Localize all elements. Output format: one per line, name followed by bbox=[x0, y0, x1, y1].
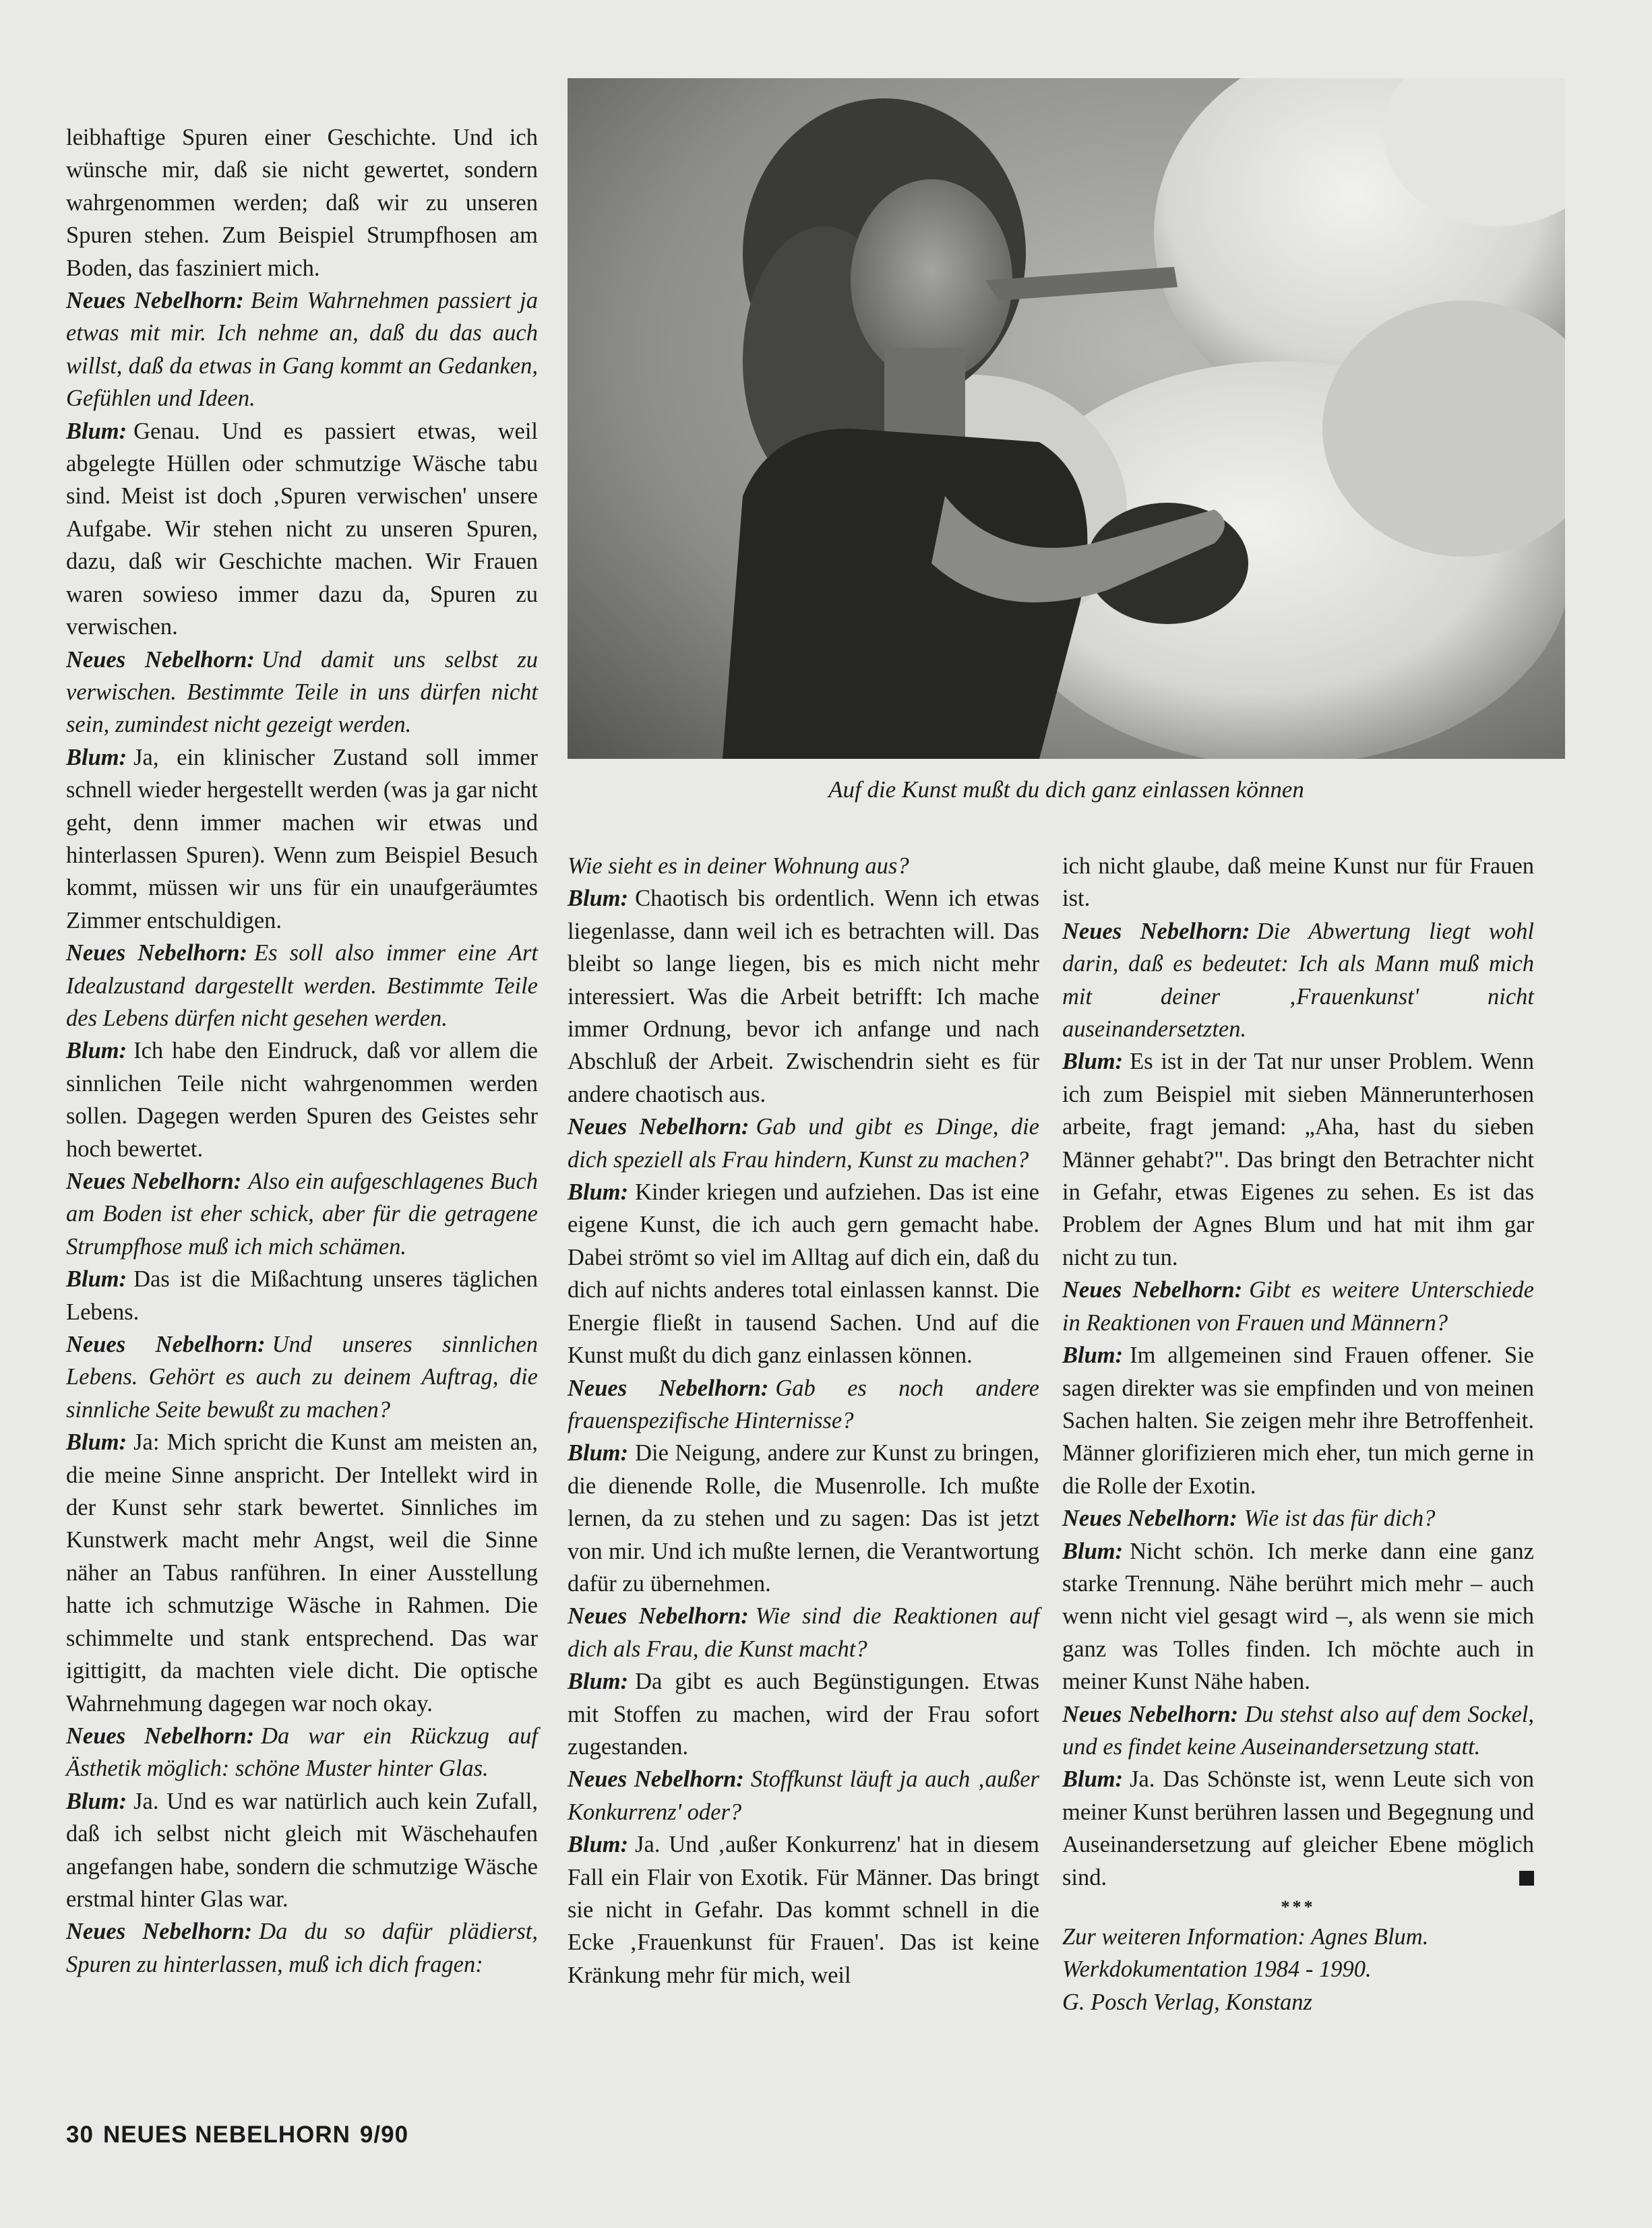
paragraph bbox=[66, 1720, 538, 1785]
paragraph bbox=[568, 1600, 1039, 1665]
speaker-label: Blum: bbox=[568, 1179, 629, 1206]
paragraph-text: Es soll also immer eine Art Idealzustand dargestellt werden. Bestimmte Teile des Lebens dürfen nicht gesehen werden. bbox=[66, 940, 538, 1031]
paragraph-text: Ich habe den Eindruck, daß vor allem die sinnlichen Teile nicht wahrgenommen werden sollen. Dagegen werden Spuren des Geistes sehr hoch bewertet. bbox=[66, 1038, 538, 1162]
paragraph-text: Die Neigung, andere zur Kunst zu bringen, die dienende Rolle, die Musenrolle. Ich mußte lernen, da zu stehen und zu sagen: Das ist jetzt von mir. Und ich mußte lernen, die Verantwortung dafür zu übernehmen. bbox=[568, 1440, 1039, 1597]
paragraph-text: Das ist die Mißachtung unseres täglichen Lebens. bbox=[66, 1266, 538, 1325]
paragraph-text: Und unseres sinnlichen Lebens. Gehört es auch zu deinem Auftrag, die sinnliche Seite bewußt zu machen? bbox=[66, 1332, 538, 1423]
paragraph bbox=[568, 1372, 1039, 1437]
publication-name: NEUES NEBELHORN bbox=[102, 2122, 350, 2148]
speaker-label: Neues Nebelhorn: bbox=[66, 1723, 255, 1749]
speaker-label: Neues Nebelhorn: bbox=[1062, 1506, 1237, 1532]
speaker-label: Blum: bbox=[568, 1832, 629, 1858]
article-column-1 bbox=[66, 121, 538, 1981]
paragraph-text: Ja. Und ‚außer Konkurrenz' hat in diesem Fall ein Flair von Exotik. Für Männer. Das bringt sie nicht in Gefahr. Das kommt schnell in die Ecke ‚Frauenkunst für Frauen'. Das ist keine Kränkung mehr für mich, weil bbox=[568, 1832, 1039, 1988]
paragraph-text: Ja. Und es war natürlich auch kein Zufall, daß ich selbst nicht gleich mit Wäschehaufen angefangen habe, sondern die schmutzige Wäsche erstmal hinter Glas war. bbox=[66, 1788, 538, 1912]
speaker-label: Blum: bbox=[1062, 1049, 1124, 1075]
speaker-label: Blum: bbox=[66, 1788, 127, 1814]
paragraph bbox=[568, 850, 1039, 882]
paragraph-text: Also ein aufgeschlagenes Buch am Boden ist eher schick, aber für die getragene Strumpfhose muß ich mich schämen. bbox=[66, 1169, 538, 1260]
article-column-3 bbox=[1062, 850, 1534, 2018]
paragraph-text: Die Abwertung liegt wohl darin, daß es bedeutet: Ich als Mann muß mich mit deiner ‚Frauenkunst' nicht auseinandersetzten. bbox=[1062, 918, 1534, 1043]
paragraph bbox=[66, 1165, 538, 1263]
speaker-label: Neues Nebelhorn: bbox=[1062, 1277, 1243, 1303]
speaker-label: Neues Nebelhorn: bbox=[66, 288, 244, 314]
section-separator: *** bbox=[1281, 1897, 1316, 1917]
paragraph-text: Wie ist das für dich? bbox=[1244, 1506, 1436, 1532]
info-line: G. Posch Verlag, Konstanz bbox=[1062, 1989, 1312, 2015]
paragraph-text: Ja, ein klinischer Zustand soll immer schnell wieder hergestellt werden (was ja gar nicht geht, denn immer machen wir etwas und hinterlassen Spuren). Wenn zum Beispiel Besuch kommt, müssen wir uns für ein unaufgeräumtes Zimmer entschuldigen. bbox=[66, 744, 538, 933]
paragraph-text: Ja: Mich spricht die Kunst am meisten an, die meine Sinne anspricht. Der Intellekt wird in der Kunst sehr stark bewertet. Sinnliches im Kunstwerk macht mehr Angst, weil die Sinne näher an Tabus ranführen. In einer Ausstellung hatte ich schmutzige Wäsche in Rahmen. Die schimmelte und stank entsprechend. Das war igittigitt, da machten viele dicht. Die optische Wahrnehmung dagegen war noch okay. bbox=[66, 1429, 538, 1716]
paragraph bbox=[66, 1426, 538, 1720]
paragraph bbox=[66, 1328, 538, 1426]
speaker-label: Blum: bbox=[66, 744, 127, 770]
paragraph-text: Da du so dafür plädierst, Spuren zu hinterlassen, muß ich dich fragen: bbox=[66, 1919, 538, 1977]
paragraph bbox=[1062, 1698, 1534, 1764]
paragraph-text: Gab und gibt es Dinge, die dich speziell als Frau hindern, Kunst zu machen? bbox=[568, 1114, 1039, 1173]
speaker-label: Blum: bbox=[66, 1266, 127, 1293]
speaker-label: Neues Nebelhorn: bbox=[1062, 918, 1250, 944]
paragraph-text: Wie sieht es in deiner Wohnung aus? bbox=[568, 853, 909, 879]
speaker-label: Blum: bbox=[568, 1440, 629, 1466]
paragraph-text: Beim Wahrnehmen passiert ja etwas mit mir. Ich nehme an, daß du das auch willst, daß da etwas in Gang kommt an Gedanken, Gefühlen und Ideen. bbox=[66, 288, 538, 412]
speaker-label: Blum: bbox=[1062, 1538, 1124, 1564]
speaker-label: Blum: bbox=[66, 418, 127, 444]
paragraph bbox=[66, 415, 538, 644]
issue-number: 9/90 bbox=[359, 2122, 409, 2148]
speaker-label: Neues Nebelhorn: bbox=[1062, 1701, 1239, 1727]
paragraph-text: Stoffkunst läuft ja auch ‚außer Konkurrenz' oder? bbox=[568, 1766, 1039, 1825]
paragraph bbox=[1062, 1274, 1534, 1339]
info-line: Zur weiteren Information: Agnes Blum. bbox=[1062, 1924, 1429, 1950]
paragraph bbox=[66, 644, 538, 741]
paragraph bbox=[568, 1176, 1039, 1371]
speaker-label: Blum: bbox=[1062, 1766, 1124, 1793]
speaker-label: Blum: bbox=[568, 1669, 629, 1695]
article-column-2 bbox=[568, 850, 1039, 1991]
speaker-label: Neues Nebelhorn: bbox=[66, 1332, 266, 1358]
paragraph-text: Chaotisch bis ordentlich. Wenn ich etwas liegenlasse, dann weil ich es betrachten will. Das bleibt so lange liegen, bis es mich nicht mehr interessiert. Was die Arbeit betrifft: Ich mache immer Ordnung, bevor ich anfange und nach Abschluß der Arbeit. Zwischendrin sieht es für andere chaotisch aus. bbox=[568, 886, 1039, 1107]
paragraph-text: Im allgemeinen sind Frauen offener. Sie sagen direkter was sie empfinden und von meinen Sachen halten. Sie zeigen mehr ihre Betroffenheit. Männer glorifizieren mich eher, tun mich gerne in die Rolle der Exotin. bbox=[1062, 1342, 1534, 1499]
paragraph bbox=[1062, 1535, 1534, 1698]
paragraph bbox=[568, 1828, 1039, 1991]
paragraph bbox=[568, 882, 1039, 1111]
paragraph-text: Nicht schön. Ich merke dann eine ganz starke Trennung. Nähe berührt mich mehr – auch wenn nicht viel gesagt wird –, als wenn sie mich ganz was Tolles finden. Ich möchte auch in meiner Kunst Nähe haben. bbox=[1062, 1538, 1534, 1695]
speaker-label: Blum: bbox=[66, 1429, 127, 1456]
paragraph bbox=[66, 741, 538, 937]
paragraph bbox=[66, 1915, 538, 1981]
paragraph bbox=[66, 121, 538, 284]
paragraph-text: Da gibt es auch Begünstigungen. Etwas mit Stoffen zu machen, wird der Frau sofort zugestanden. bbox=[568, 1669, 1039, 1760]
paragraph-text: ich nicht glaube, daß meine Kunst nur für Frauen ist. bbox=[1062, 853, 1534, 912]
paragraph bbox=[1062, 850, 1534, 915]
paragraph bbox=[1062, 915, 1534, 1046]
paragraph bbox=[568, 1437, 1039, 1600]
paragraph-text: Es ist in der Tat nur unser Problem. Wenn ich zum Beispiel mit sieben Männerunterhosen arbeite, fragt jemand: „Aha, hast du sieben Männer gehabt?". Das bringt den Betrachter nicht in Gefahr, etwas Eigenes zu sehen. Es ist das Problem der Agnes Blum und hat mit ihm gar nicht zu tun. bbox=[1062, 1049, 1534, 1270]
paragraph-text: Da war ein Rückzug auf Ästhetik möglich: schöne Muster hinter Glas. bbox=[66, 1723, 538, 1782]
paragraph bbox=[66, 1034, 538, 1165]
info-line: Werkdokumentation 1984 - 1990. bbox=[1062, 1956, 1372, 1983]
page-number: 30 bbox=[66, 2122, 94, 2148]
paragraph-text: Gab es noch andere frauenspezifische Hinternisse? bbox=[568, 1375, 1039, 1433]
paragraph-text: Ja. Das Schönste ist, wenn Leute sich von meiner Kunst berühren lassen und Begegnung und Auseinandersetzung auf gleicher Ebene möglich sind. bbox=[1062, 1766, 1534, 1890]
speaker-label: Neues Nebelhorn: bbox=[66, 940, 248, 966]
photo-caption: Auf die Kunst mußt du dich ganz einlassen können bbox=[828, 776, 1304, 803]
paragraph-text: Du stehst also auf dem Sockel, und es findet keine Auseinandersetzung statt. bbox=[1062, 1701, 1534, 1760]
paragraph bbox=[1062, 1339, 1534, 1502]
paragraph bbox=[568, 1111, 1039, 1176]
paragraph-text: Wie sind die Reaktionen auf dich als Frau, die Kunst macht? bbox=[568, 1603, 1039, 1662]
paragraph bbox=[568, 1763, 1039, 1828]
page-footer bbox=[66, 2122, 418, 2148]
paragraph bbox=[568, 1665, 1039, 1763]
speaker-label: Neues Nebelhorn: bbox=[568, 1114, 749, 1140]
paragraph-text: Kinder kriegen und aufziehen. Das ist eine eigene Kunst, die ich auch gern gemacht habe. Dabei strömt so viel im Alltag auf dich ein, daß du dich auf nichts anderes total einlassen kannst. Die Energie fließt in tausend Sachen. Und auf die Kunst mußt du dich ganz einlassen können. bbox=[568, 1179, 1039, 1369]
speaker-label: Neues Nebelhorn: bbox=[568, 1375, 769, 1401]
paragraph-text: Genau. Und es passiert etwas, weil abgelegte Hüllen oder schmutzige Wäsche tabu sind. Meist ist doch ‚Spuren verwischen' unsere Aufgabe. Wir stehen nicht zu unseren Spuren, dazu, daß wir Geschichte machen. Wir Frauen waren sowieso immer dazu da, Spuren zu verwischen. bbox=[66, 418, 538, 640]
speaker-label: Neues Nebelhorn: bbox=[568, 1603, 749, 1630]
paragraph bbox=[1062, 1763, 1534, 1894]
end-of-article-mark bbox=[1519, 1871, 1534, 1886]
speaker-label: Neues Nebelhorn: bbox=[568, 1766, 744, 1793]
paragraph bbox=[66, 1785, 538, 1916]
paragraph bbox=[66, 1263, 538, 1328]
speaker-label: Blum: bbox=[1062, 1342, 1124, 1369]
paragraph-text: Und damit uns selbst zu verwischen. Bestimmte Teile in uns dürfen nicht sein, zumindest nicht gezeigt werden. bbox=[66, 646, 539, 738]
artist-photo bbox=[568, 78, 1565, 759]
speaker-label: Neues Nebelhorn: bbox=[66, 1919, 253, 1945]
speaker-label: Blum: bbox=[66, 1038, 127, 1064]
paragraph-text: Gibt es weitere Unterschiede in Reaktionen von Frauen und Männern? bbox=[1062, 1277, 1534, 1336]
speaker-label: Neues Nebelhorn: bbox=[66, 1169, 242, 1194]
paragraph bbox=[66, 284, 538, 415]
paragraph-text: leibhaftige Spuren einer Geschichte. Und ich wünsche mir, daß sie nicht gewertet, sondern wahrgenommen werden; daß wir zu unseren Spuren stehen. Zum Beispiel Strumpfhosen am Boden, das fasziniert mich. bbox=[66, 125, 538, 281]
photo-illustration bbox=[568, 78, 1565, 759]
paragraph bbox=[1062, 1045, 1534, 1274]
paragraph bbox=[66, 937, 538, 1034]
speaker-label: Blum: bbox=[568, 886, 629, 912]
speaker-label: Neues Nebelhorn: bbox=[66, 646, 255, 673]
paragraph bbox=[1062, 1502, 1534, 1535]
